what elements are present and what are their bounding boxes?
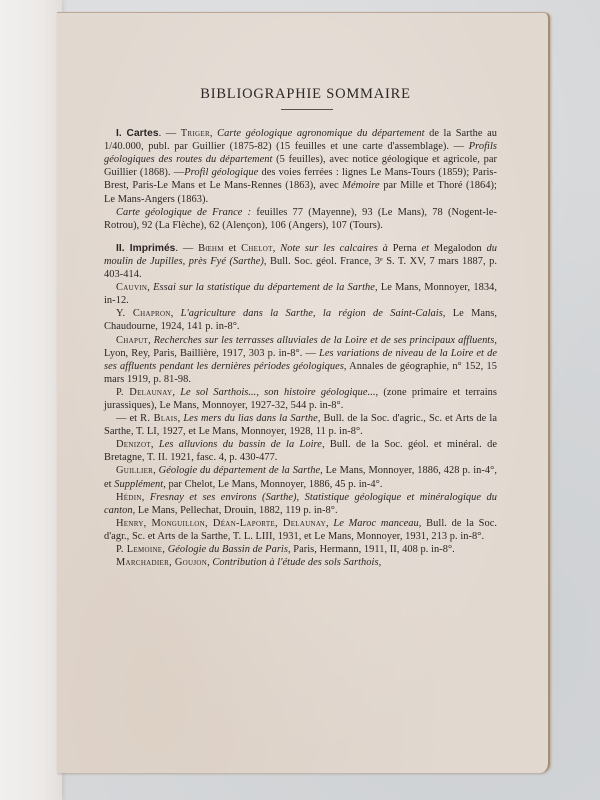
bibliography-sections bbox=[104, 127, 497, 569]
entry-text: , bbox=[153, 465, 159, 477]
author-name: P. Delaunay bbox=[116, 386, 173, 398]
author-name: Triger bbox=[180, 128, 210, 140]
entry-text: Megalodon bbox=[429, 242, 487, 254]
author-name: Cauvin bbox=[116, 282, 148, 294]
entry-text: (5 feuilles), avec notice géologique et agricole, par Guillier (1868). — bbox=[104, 154, 497, 179]
author-name: Hédin bbox=[116, 491, 142, 503]
work-title: Les mers du lias dans la Sarthe bbox=[183, 413, 318, 425]
facing-page-edge bbox=[0, 0, 62, 800]
author-name: Bœhm bbox=[198, 242, 224, 254]
entry-text: , Lyon, Rey, Paris, Baillière, 1917, 303 p. in-8°. — bbox=[104, 334, 497, 359]
author-name: Henry, Monguillon, Déan-Laporte, Delaunay bbox=[116, 517, 326, 529]
entry-text: par Mille et Thoré (1864); Le Mans-Angers (1863). bbox=[104, 180, 497, 205]
bibliography-entry bbox=[104, 412, 497, 438]
entry-text: Perna bbox=[387, 242, 422, 254]
section-label: I. Cartes bbox=[116, 128, 159, 140]
entry-text: , bbox=[177, 413, 184, 425]
work-title: Carte géologique de France : bbox=[116, 206, 252, 218]
work-title: Recherches sur les terrasses alluviales de la Loire et de ses principaux affluents bbox=[153, 334, 495, 346]
work-title: du moulin de Jupilles, près Fyé (Sarthe) bbox=[104, 242, 498, 267]
entry-text: , bbox=[325, 517, 334, 529]
entry-text: , Annales de géographie, n° 152, 15 mars 1919, p. 81-98. bbox=[104, 360, 497, 385]
author-name: Denizot bbox=[116, 439, 151, 451]
author-name: P. Lemoine bbox=[116, 544, 163, 555]
entry-text: , Bull. de la Soc. géol. et minéral. de Bretagne, T. II. 1921, fasc. 4, p. 430-477. bbox=[104, 439, 497, 464]
bibliography-entry bbox=[104, 556, 497, 569]
author-name: Chaput bbox=[116, 334, 149, 346]
entry-text: . — bbox=[158, 128, 181, 140]
entry-text: , Bull. de la Soc. d'agric., Sc. et Arts de la Sarthe, T. LI, 1927, et Le Mans, Monnoyer, 1928, 11 p. in-8°. bbox=[104, 413, 497, 438]
section-label: II. Imprimés bbox=[116, 242, 176, 254]
bibliography-entry bbox=[104, 517, 497, 543]
page-content bbox=[104, 88, 497, 569]
entry-text: , bbox=[209, 128, 218, 140]
entry-text: des voies ferrées : lignes Le Mans-Tours (1859); Paris-Brest, Paris-Le Mans et Le Mans-Rennes (1863), avec bbox=[104, 167, 497, 192]
title-rule bbox=[281, 109, 333, 110]
work-title: Géologie du Bassin de Paris bbox=[167, 544, 288, 555]
bibliography-entry bbox=[104, 206, 497, 232]
entry-text: , Paris, Hermann, 1911, II, 408 p. in-8°. bbox=[287, 544, 455, 555]
entry-text: , Bull. Soc. géol. France, 3ᵉ S. T. XV, 7 mars 1887, p. 403-414. bbox=[104, 255, 497, 281]
entry-text: , bbox=[272, 242, 281, 254]
author-name: R. Blais bbox=[140, 413, 178, 425]
entry-text: , bbox=[207, 557, 213, 569]
work-title: Géologie du département de la Sarthe bbox=[158, 465, 321, 477]
entry-text: . — bbox=[175, 242, 199, 254]
entry-text: , Le Mans, Monnoyer, 1886, 428 p. in-4°, et bbox=[104, 465, 497, 490]
section-2-first-entry bbox=[104, 242, 497, 281]
bibliography-entry bbox=[104, 386, 497, 412]
work-title: Note sur les calcaires à bbox=[280, 242, 388, 254]
author-name: Guillier bbox=[116, 465, 154, 477]
entry-text: , Le Mans, Pellechat, Drouin, 1882, 119 p. in-8°. bbox=[132, 504, 338, 516]
entry-text: , Le Mans, Monnoyer, 1834, in-12. bbox=[104, 282, 497, 307]
entry-text: de la Sarthe au 1/40.000, publ. par Guillier (1875-82) (15 feuilles et une carte d'assemblage). — bbox=[104, 128, 497, 153]
work-title: Profil géologique bbox=[184, 167, 259, 179]
work-title: Fresnay et ses environs (Sarthe), Statistique géologique et minéralogique du canton bbox=[104, 491, 498, 516]
author-name: Marchadier, Goujon bbox=[116, 557, 208, 569]
work-title: Les variations de niveau de la Loire et de ses affluents pendant les dernières périodes géologiques bbox=[104, 347, 497, 372]
work-title: L'agriculture dans la Sarthe, la région de Saint-Calais bbox=[180, 308, 443, 320]
work-title: Contribution à l'étude des sols Sarthois, bbox=[212, 557, 382, 569]
entry-text: , par Chelot, Le Mans, Monnoyer, 1886, 45 p. in-4°. bbox=[163, 478, 383, 490]
bibliography-entry bbox=[104, 491, 497, 517]
bibliography-entry bbox=[104, 438, 497, 464]
entry-text: , Bull. de la Soc. d'agr., Sc. et Arts de la Sarthe, T. L. LIII, 1931, et Le Mans, Monnoyer, 1931, 213 p. in-8°. bbox=[104, 517, 498, 542]
entry-text: , bbox=[147, 282, 154, 294]
bibliography-entry bbox=[104, 307, 497, 333]
bibliography-entry bbox=[104, 334, 497, 386]
bibliography-entry bbox=[104, 281, 497, 307]
entry-text: , bbox=[141, 491, 150, 503]
work-title: Essai sur la statistique du département de la Sarthe bbox=[153, 282, 375, 294]
entry-text: feuilles 77 (Mayenne), 93 (Le Mans), 78 (Nogent-le-Rotrou), 92 (La Flèche), 62 (Alençon), 106 (Angers), 107 (Tours). bbox=[104, 206, 497, 231]
entry-text: , Le Mans, Chaudourne, 1924, 141 p. in-8°. bbox=[104, 308, 498, 333]
author-name: Y. Chapron bbox=[116, 308, 171, 320]
entry-text: et bbox=[223, 242, 242, 254]
bibliography-entry bbox=[104, 464, 497, 490]
work-title: Mémoire bbox=[342, 180, 380, 192]
work-title: Le sol Sarthois..., son histoire géologique... bbox=[180, 386, 376, 398]
entry-text: , bbox=[148, 334, 154, 346]
entry-text: , (zone primaire et terrains jurassiques), Le Mans, Monnoyer, 1927-32, 544 p. in-8°. bbox=[104, 386, 497, 411]
work-title: Le Maroc manceau bbox=[333, 517, 419, 529]
entry-text: , bbox=[150, 439, 159, 451]
work-title: Les alluvions du bassin de la Loire bbox=[158, 439, 322, 451]
work-title: Profils géologiques des routes du département bbox=[104, 141, 497, 166]
entry-text: , bbox=[162, 544, 168, 555]
work-title: et bbox=[421, 242, 430, 254]
work-title: Carte géologique agronomique du département bbox=[217, 128, 425, 140]
work-title: Supplément bbox=[114, 478, 164, 490]
entry-text: , bbox=[170, 308, 181, 320]
author-name: Chelot bbox=[241, 242, 273, 254]
section-1-first-entry bbox=[104, 127, 497, 206]
entry-text: , bbox=[172, 386, 181, 398]
bibliography-entry bbox=[104, 543, 497, 556]
page-title: BIBLIOGRAPHIE SOMMAIRE bbox=[200, 86, 411, 102]
entry-text: — et bbox=[116, 413, 141, 425]
